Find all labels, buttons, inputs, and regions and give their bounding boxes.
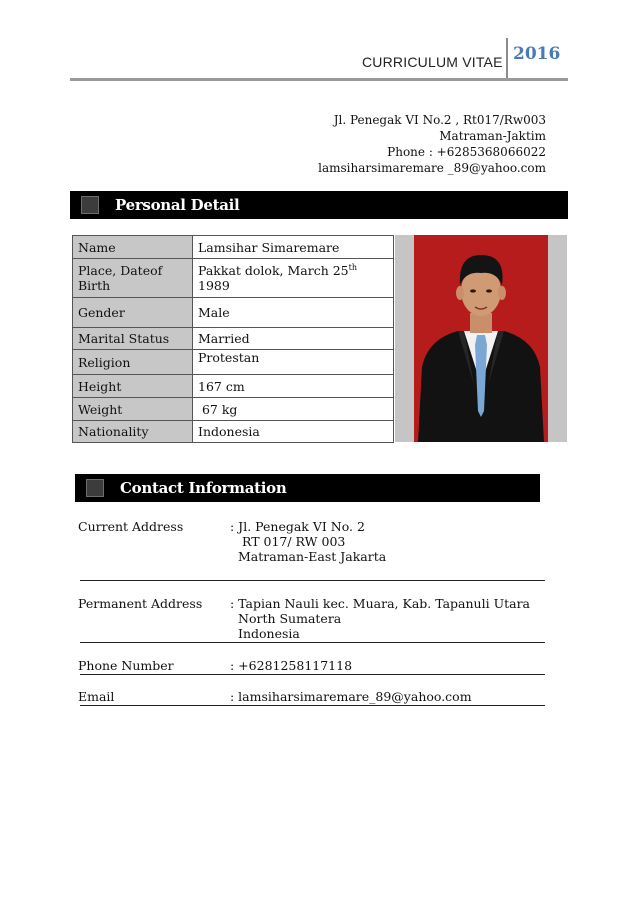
address-line-email: lamsiharsimaremare _89@yahoo.com xyxy=(318,161,546,175)
email-value: : lamsiharsimaremare_89@yahoo.com xyxy=(230,689,472,704)
phone-number-label: Phone Number xyxy=(78,658,174,673)
table-row xyxy=(73,259,394,298)
table-row xyxy=(73,350,394,375)
document-title: CURRICULUM VITAE xyxy=(362,54,503,70)
separator-line xyxy=(80,674,545,675)
row-label: Religion xyxy=(73,350,193,375)
table-row xyxy=(73,236,394,259)
permanent-address-section xyxy=(78,596,558,646)
personal-detail-heading-bar xyxy=(70,191,568,219)
row-value: 167 cm xyxy=(193,375,394,398)
birth-year: 1989 xyxy=(198,278,230,294)
contact-information-heading-bar xyxy=(75,474,540,502)
row-value: 67 kg xyxy=(193,398,394,421)
address-block xyxy=(318,112,546,176)
table-row xyxy=(73,375,394,398)
profile-photo xyxy=(414,235,548,442)
permanent-address-label: Permanent Address xyxy=(78,596,203,611)
header-rule xyxy=(70,78,568,81)
separator-line xyxy=(80,642,545,643)
row-label: Place, Dateof Birth xyxy=(73,259,193,298)
separator-line xyxy=(80,705,545,706)
table-row xyxy=(73,328,394,350)
row-value xyxy=(193,259,394,298)
current-address-label: Current Address xyxy=(78,519,184,534)
row-value: Married xyxy=(193,328,394,350)
row-label: Weight xyxy=(73,398,193,421)
address-line-street: Jl. Penegak VI No.2 , Rt017/Rw003 xyxy=(333,113,546,127)
current-address-line3: Matraman-East Jakarta xyxy=(238,549,387,564)
document-year: 2016 xyxy=(513,44,561,64)
row-label: Height xyxy=(73,375,193,398)
email-label: Email xyxy=(78,689,115,704)
row-value: Protestan xyxy=(193,350,394,375)
row-value: Lamsihar Simaremare xyxy=(193,236,394,259)
permanent-address-line1: : Tapian Nauli kec. Muara, Kab. Tapanuli Utara xyxy=(230,596,531,611)
row-value: Indonesia xyxy=(193,421,394,443)
square-bullet-icon xyxy=(86,479,104,497)
personal-detail-heading: Personal Detail xyxy=(115,196,240,214)
table-row xyxy=(73,398,394,421)
table-row xyxy=(73,298,394,328)
current-address-section xyxy=(78,519,548,579)
contact-information-heading: Contact Information xyxy=(120,479,287,497)
header-divider xyxy=(506,38,508,80)
current-address-line1: : Jl. Penegak VI No. 2 xyxy=(230,519,365,534)
personal-detail-table xyxy=(72,235,394,443)
permanent-address-line3: Indonesia xyxy=(238,626,300,641)
date-suffix: th xyxy=(348,262,358,272)
address-line-city: Matraman-Jaktim xyxy=(439,129,546,143)
permanent-address-line2: North Sumatera xyxy=(238,611,342,626)
phone-number-value: : +6281258117118 xyxy=(230,658,353,673)
table-row xyxy=(73,421,394,443)
separator-line xyxy=(80,580,545,581)
current-address-line2: RT 017/ RW 003 xyxy=(242,534,346,549)
row-value: Male xyxy=(193,298,394,328)
row-label: Gender xyxy=(73,298,193,328)
square-bullet-icon xyxy=(81,196,99,214)
row-label: Marital Status xyxy=(73,328,193,350)
birth-place-date: Pakkat dolok, March 25 xyxy=(198,263,349,279)
address-line-phone: Phone : +6285368066022 xyxy=(387,145,546,159)
row-label: Name xyxy=(73,236,193,259)
row-label: Nationality xyxy=(73,421,193,443)
